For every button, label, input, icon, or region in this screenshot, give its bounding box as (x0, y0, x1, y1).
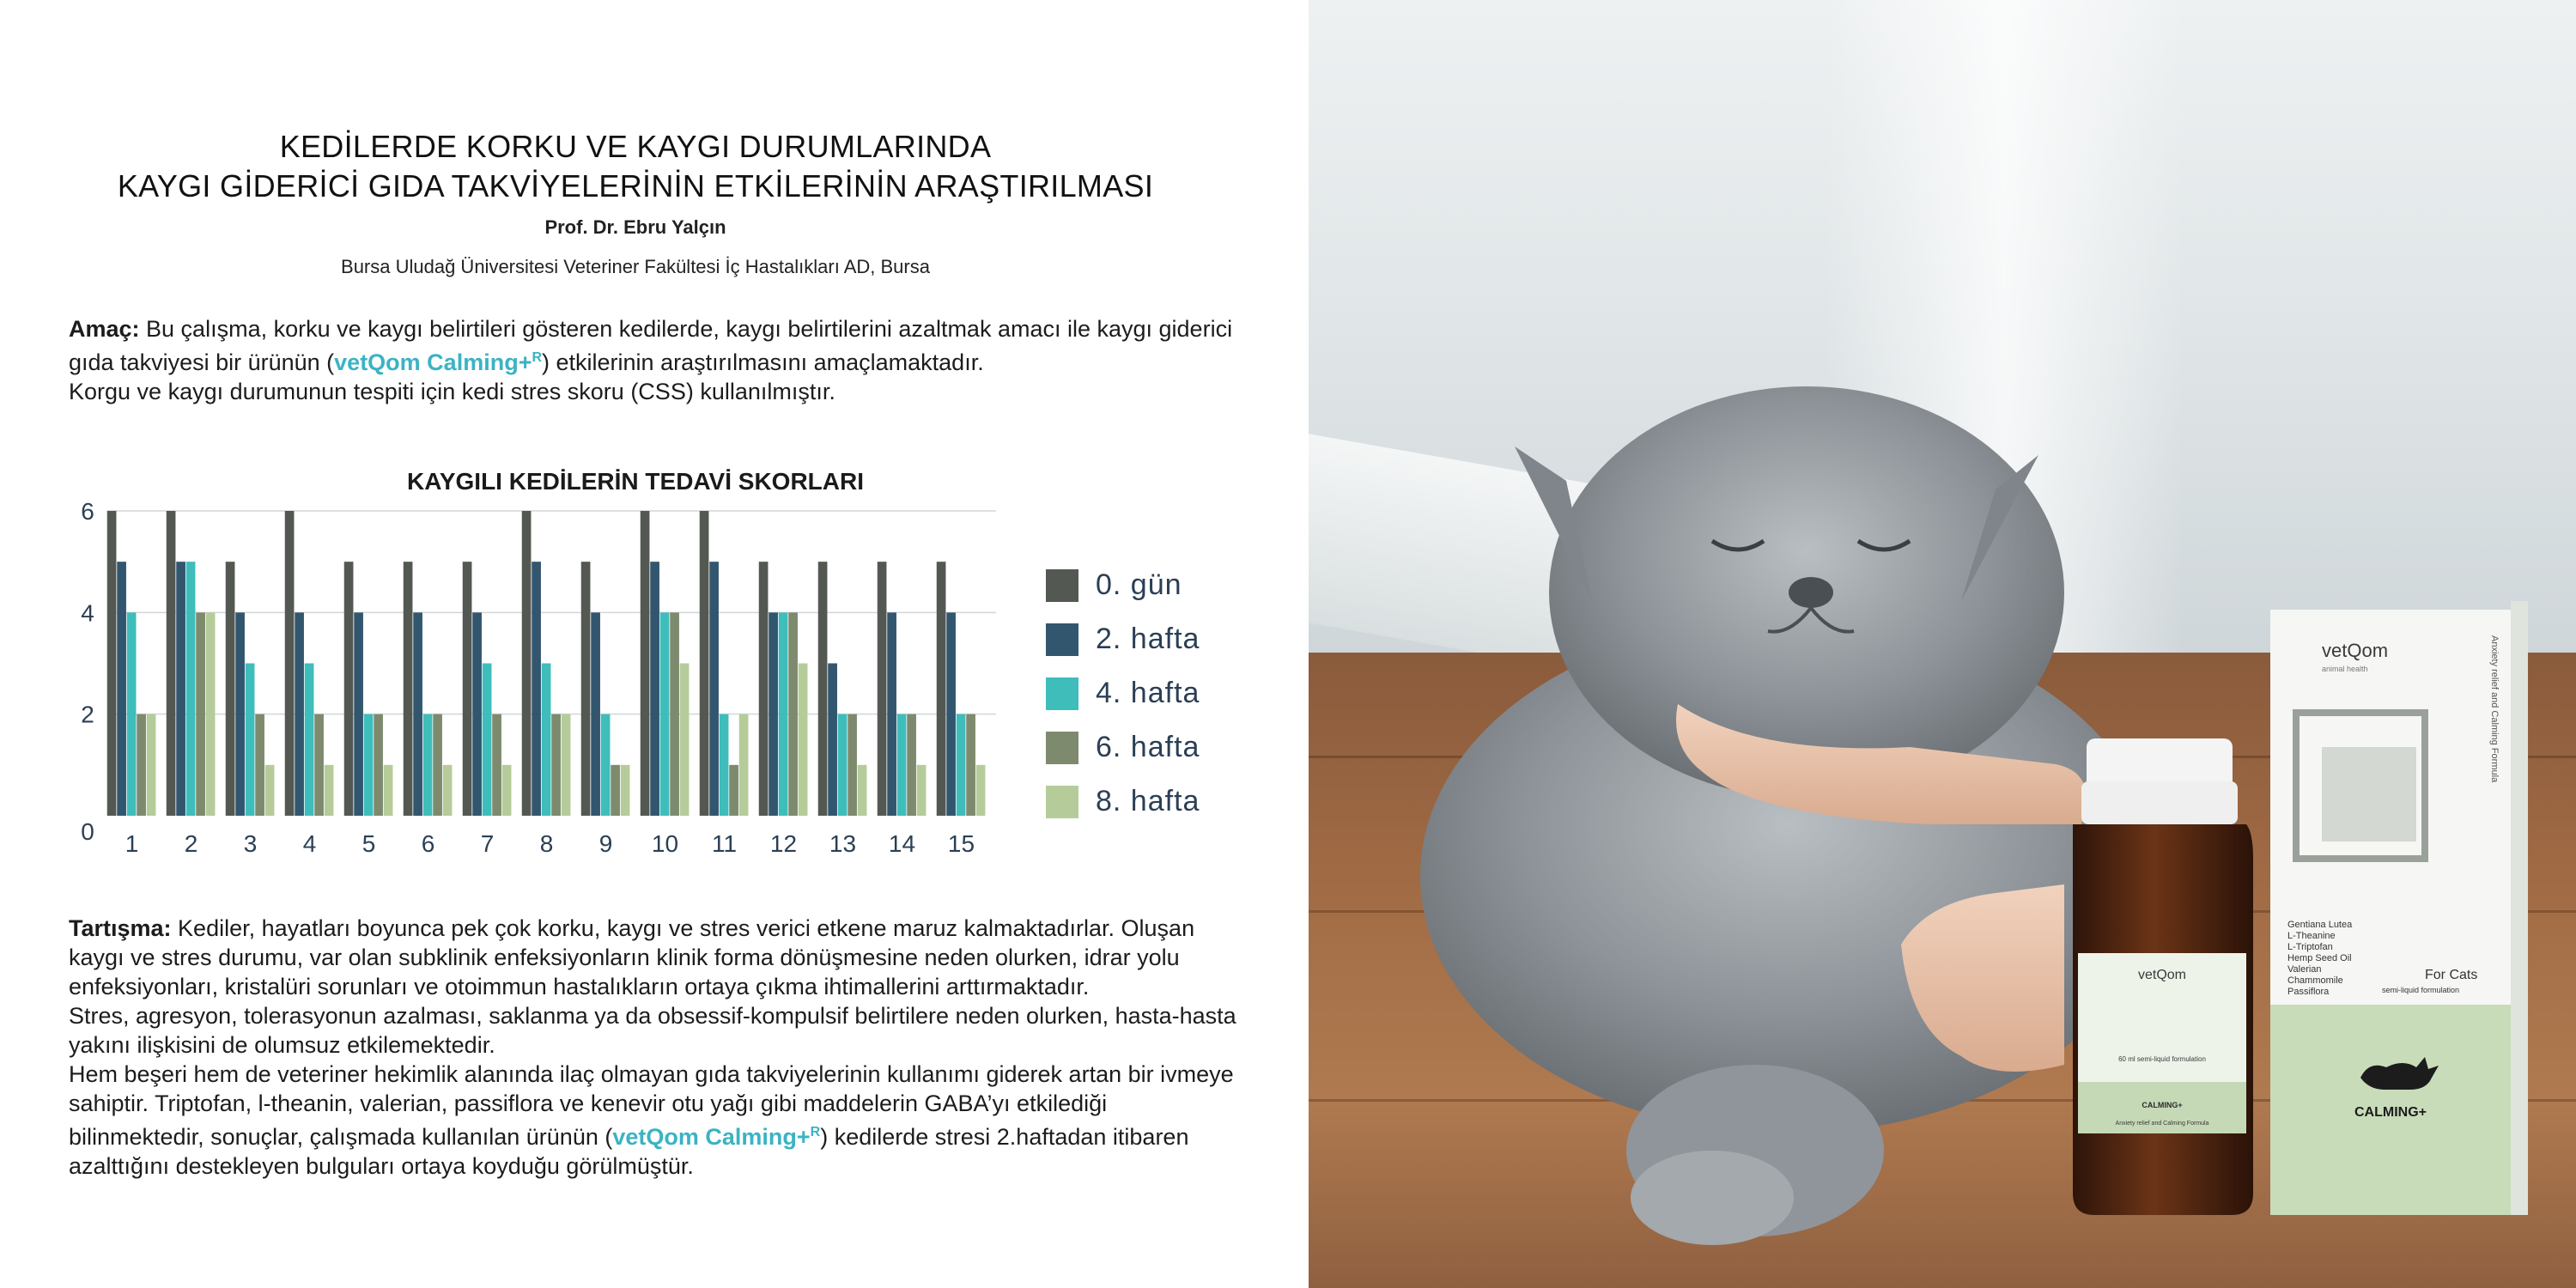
bar-3 (246, 664, 255, 817)
legend-swatch (1046, 786, 1078, 818)
x-tick-label: 15 (947, 830, 975, 857)
bar-1 (107, 511, 117, 816)
intro-text-3: Korgu ve kaygı durumunun tespiti için kedi stres skoru (CSS) kullanılmıştır. (69, 379, 835, 404)
bottle-volume: 60 ml semi-liquid formulation (2118, 1055, 2206, 1063)
bar-3 (483, 664, 492, 817)
discussion-text-3: Hem beşeri hem de veteriner hekimlik alanında ilaç olmayan gıda takviyelerinin kullanımı giderek artan bir ivmeye sahiptir. Triptofan, l-theanin, valerian, passiflora ve kenevir otu yağı gibi maddelerin GABA’yı etkilediği bilinmektedir, sonuçlar, çalışmada kullanılan ürünün ( (69, 1061, 1234, 1150)
intro-product-name: vetQom Calming+$^R$ (334, 349, 543, 375)
intro-paragraph (69, 314, 1245, 406)
bar-5 (799, 664, 808, 817)
bar-5 (739, 714, 749, 816)
bar-3 (957, 714, 966, 816)
bar-5 (147, 714, 156, 816)
discussion-paragraph (69, 914, 1245, 1181)
x-tick-label: 14 (888, 830, 916, 857)
x-tick-label: 1 (125, 830, 139, 857)
bar-3 (601, 714, 611, 816)
bar-1 (937, 562, 946, 816)
legend-label: 2. hafta (1096, 623, 1200, 655)
bar-5 (858, 765, 867, 816)
box-for-cats: For Cats (2425, 968, 2478, 982)
x-tick-label: 13 (829, 830, 857, 857)
bar-5 (325, 765, 334, 816)
bar-2 (354, 612, 363, 816)
bar-4 (966, 714, 975, 816)
bar-4 (788, 612, 798, 816)
bar-2 (413, 612, 422, 816)
bar-2 (946, 612, 956, 816)
cat-illustration (1309, 0, 2576, 1288)
bar-4 (729, 765, 738, 816)
x-tick-label: 4 (302, 830, 317, 857)
legend-item (1046, 775, 1200, 829)
x-tick-label: 8 (539, 830, 554, 857)
x-tick-label: 3 (243, 830, 258, 857)
discussion-text-1: Kediler, hayatları boyunca pek çok korku, kaygı ve stres verici etkene maruz kalmaktadırlar. Oluşan kaygı ve stres durumu, var olan subklinik enfeksiyonların klinik forma dönüşmesine neden olurken, idrar yolu enfeksiyonları, kristalüri sorunları ve otoimmun hastalıkların ortaya çıkma ihtimallerini arttırmaktadır. (69, 915, 1195, 999)
bar-5 (621, 765, 630, 816)
x-tick-label: 6 (421, 830, 435, 857)
title-block (69, 127, 1202, 278)
bar-1 (285, 511, 295, 816)
legend-label: 8. hafta (1096, 785, 1200, 817)
y-tick-label: 2 (81, 701, 94, 728)
bar-4 (492, 714, 501, 816)
bar-2 (828, 664, 837, 817)
chart-legend (1046, 558, 1200, 829)
discussion-product-name: vetQom Calming+$^R$ (612, 1124, 821, 1150)
bar-2 (650, 562, 659, 816)
x-tick-label: 5 (361, 830, 376, 857)
ingredient-label: Passiflora (2287, 987, 2330, 997)
x-tick-label: 7 (480, 830, 495, 857)
cat-paw-front (1631, 1151, 1794, 1245)
bar-5 (384, 765, 393, 816)
x-tick-label: 12 (769, 830, 798, 857)
bar-5 (443, 765, 453, 816)
bar-chart (69, 502, 1022, 863)
box-brand: vetQom (2322, 640, 2389, 661)
bar-3 (305, 664, 314, 817)
bar-3 (779, 612, 788, 816)
bar-1 (404, 562, 413, 816)
x-tick-label: 11 (711, 830, 738, 857)
bar-3 (186, 562, 196, 816)
x-tick-label: 10 (651, 830, 679, 857)
bar-1 (759, 562, 769, 816)
discussion-label: Tartışma: (69, 915, 172, 941)
bar-3 (423, 714, 433, 816)
legend-item (1046, 558, 1200, 612)
intro-text-2: ) etkilerinin araştırılmasını amaçlamaktadır. (542, 349, 984, 375)
bottle-brand: vetQom (2137, 968, 2187, 982)
legend-label: 4. hafta (1096, 677, 1200, 709)
bar-5 (502, 765, 512, 816)
registered-mark: R (532, 350, 543, 365)
bar-2 (532, 562, 541, 816)
bar-4 (137, 714, 146, 816)
title-line-1: KEDİLERDE KORKU VE KAYGI DURUMLARINDA (279, 129, 992, 164)
box-brand-sub: animal health (2322, 665, 2368, 673)
box-product-name: CALMING+ (2354, 1105, 2427, 1120)
bar-4 (907, 714, 916, 816)
bar-2 (769, 612, 778, 816)
author: Prof. Dr. Ebru Yalçın (544, 216, 726, 238)
x-tick-label: 2 (184, 830, 198, 857)
bar-4 (314, 714, 324, 816)
bar-3 (364, 714, 374, 816)
bottle-formula: Anxiety relief and Calming Formula (2115, 1121, 2209, 1127)
ingredient-label: L-Triptofan (2287, 942, 2333, 952)
bar-2 (176, 562, 185, 816)
bottle-product-name: CALMING+ (2142, 1101, 2183, 1109)
bar-4 (611, 765, 620, 816)
box-formulation: semi-liquid formulation (2382, 986, 2460, 994)
x-tick-label: 9 (598, 830, 613, 857)
title-line-2: KAYGI GİDERİCİ GIDA TAKVİYELERİNİN ETKİLERİNİN ARAŞTIRILMASI (117, 168, 1154, 204)
y-tick-label: 6 (81, 502, 94, 525)
bar-1 (167, 511, 176, 816)
bar-1 (344, 562, 354, 816)
bar-5 (917, 765, 927, 816)
bar-5 (680, 664, 690, 817)
y-tick-label: 0 (81, 818, 94, 845)
intro-text-1: Bu çalışma, korku ve kaygı belirtileri gösteren kedilerde, kaygı belirtilerini azaltmak amacı ile kaygı giderici gıda takviyesi bir ürünün ( (69, 316, 1233, 375)
bar-1 (226, 562, 235, 816)
bar-2 (472, 612, 482, 816)
ingredient-label: Gentiana Lutea (2287, 920, 2353, 930)
bar-4 (374, 714, 383, 816)
bar-1 (818, 562, 828, 816)
legend-label: 6. hafta (1096, 731, 1200, 763)
bar-1 (581, 562, 591, 816)
registered-mark: R (810, 1125, 821, 1139)
legend-item (1046, 666, 1200, 720)
bar-1 (700, 511, 709, 816)
bar-4 (433, 714, 442, 816)
ingredient-label: L-Theanine (2287, 931, 2336, 941)
cat-nose (1789, 577, 1833, 608)
bar-2 (295, 612, 304, 816)
discussion-text-4: ) kedilerde stresi 2.haftadan itibaren azalttığını destekleyen bulguları ortaya koyduğu görülmüştür. (69, 1124, 1189, 1179)
bar-2 (887, 612, 896, 816)
ingredient-label: Hemp Seed Oil (2287, 953, 2352, 963)
ingredient-label: Valerian (2287, 964, 2322, 975)
chart-title: KAYGILI KEDİLERİN TEDAVİ SKORLARI (406, 468, 865, 495)
affiliation: Bursa Uludağ Üniversitesi Veteriner Fakültesi İç Hastalıkları AD, Bursa (341, 256, 930, 277)
legend-swatch (1046, 569, 1078, 602)
bar-4 (670, 612, 679, 816)
bar-3 (542, 664, 551, 817)
y-tick-label: 4 (81, 599, 94, 627)
bar-5 (976, 765, 986, 816)
bar-5 (265, 765, 275, 816)
bar-2 (709, 562, 719, 816)
bar-4 (255, 714, 264, 816)
bar-1 (522, 511, 532, 816)
legend-swatch (1046, 677, 1078, 710)
ingredient-label: Chammomile (2287, 975, 2343, 986)
box-side-text: Anxiety relief and Calming Formula (2489, 635, 2500, 783)
bar-2 (591, 612, 600, 816)
legend-item (1046, 612, 1200, 666)
bar-4 (848, 714, 857, 816)
intro-label: Amaç: (69, 316, 140, 342)
bar-5 (562, 714, 571, 816)
discussion-text-2: Stres, agresyon, tolerasyonun azalması, saklanma ya da obsessif-kompulsif belirtilere neden olurken, hasta-hasta yakını ilişkisini de olumsuz etkilemektedir. (69, 1003, 1236, 1058)
bar-3 (660, 612, 670, 816)
legend-label: 0. gün (1096, 568, 1182, 601)
bar-3 (720, 714, 729, 816)
bar-1 (878, 562, 887, 816)
bar-4 (551, 714, 561, 816)
bar-3 (127, 612, 137, 816)
box-artwork-inner (2322, 747, 2416, 841)
bar-5 (206, 612, 216, 816)
bar-4 (196, 612, 205, 816)
bar-1 (463, 562, 472, 816)
legend-item (1046, 720, 1200, 775)
bar-1 (641, 511, 650, 816)
bar-2 (235, 612, 245, 816)
product-photo (1309, 0, 2576, 1288)
bar-2 (117, 562, 126, 816)
bar-3 (838, 714, 848, 816)
legend-swatch (1046, 623, 1078, 656)
legend-swatch (1046, 732, 1078, 764)
bar-3 (897, 714, 907, 816)
